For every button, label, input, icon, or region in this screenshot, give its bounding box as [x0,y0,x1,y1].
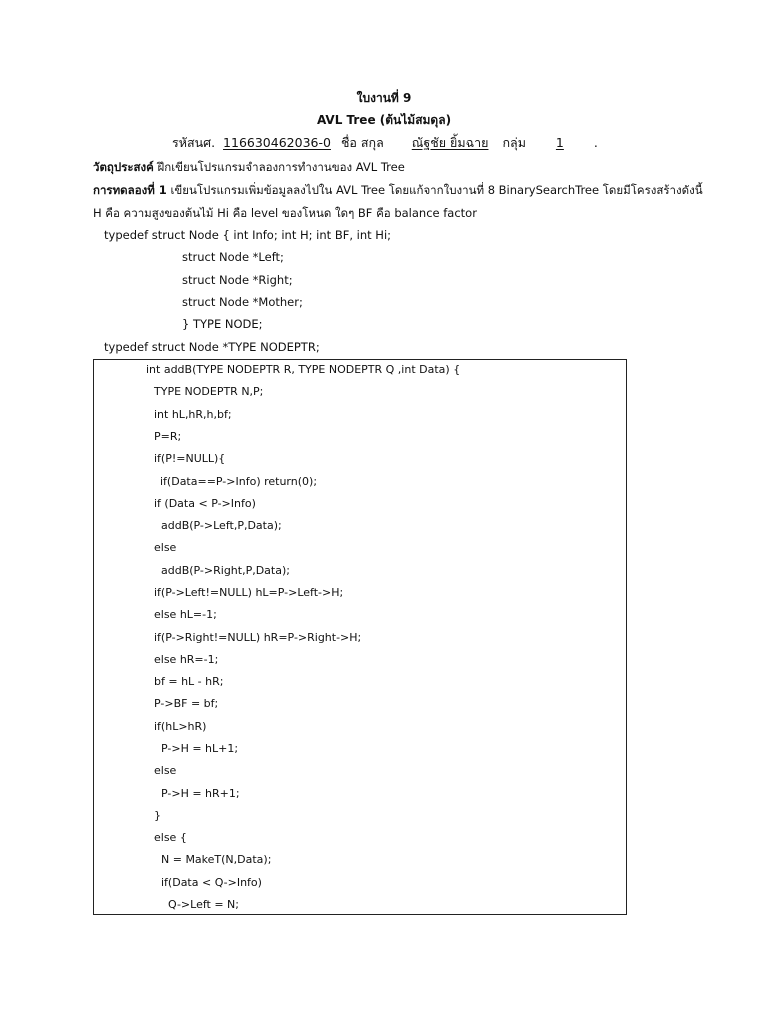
objective-text: ฝึกเขียนโปรแกรมจำลองการทำงานของ AVL Tree [157,160,405,174]
student-info-line [172,136,598,150]
code-line: else hL=-1; [154,608,217,621]
code-box [93,359,627,915]
experiment-text: เขียนโปรแกรมเพิ่มข้อมูลลงไปใน AVL Tree โดยแก้จากใบงานที่ 8 BinarySearchTree โดยมีโครงสร้างดังนี้ [170,183,703,197]
code-line: P=R; [154,430,182,443]
name-value: ณัฐชัย ยิ้มฉาย [411,135,489,150]
struct-line: typedef struct Node *TYPE NODEPTR; [104,340,320,354]
code-line: } [154,809,161,822]
code-line: else [154,541,177,554]
trailing-period: . [593,135,598,150]
code-line: int addB(TYPE NODEPTR R, TYPE NODEPTR Q ,int Data) { [146,363,461,376]
code-line: else [154,764,177,777]
code-line: if(Data < Q->Info) [161,876,262,889]
code-line: if(Data==P->Info) return(0); [160,475,318,488]
objective-label: วัตถุประสงค์ [93,160,154,174]
code-line: if(P!=NULL){ [154,452,226,465]
struct-line: struct Node *Mother; [182,295,303,309]
code-line: bf = hL - hR; [154,675,224,688]
experiment-note: H คือ ความสูงของต้นไม้ Hi คือ level ของโหนด ใดๆ BF คือ balance factor [93,206,477,220]
code-line: else hR=-1; [154,653,219,666]
code-line: Q->Left = N; [168,898,239,911]
sheet-subtitle: AVL Tree (ต้นไม้สมดุล) [316,113,452,127]
name-label: ชื่อ สกุล [340,135,384,150]
code-line: if(P->Right!=NULL) hR=P->Right->H; [154,631,362,644]
objective-line [93,160,405,174]
code-line: N = MakeT(N,Data); [161,853,272,866]
code-line: int hL,hR,h,bf; [154,408,232,421]
code-line: P->H = hR+1; [161,787,240,800]
struct-line: struct Node *Right; [182,273,293,287]
struct-line: typedef struct Node { int Info; int H; int BF, int Hi; [104,228,392,242]
group-value: 1 [555,135,564,150]
code-line: if (Data < P->Info) [154,497,256,510]
code-line: addB(P->Right,P,Data); [161,564,290,577]
struct-line: struct Node *Left; [182,250,284,264]
code-line: if(hL>hR) [154,720,207,733]
experiment-label: การทดลองที่ 1 [93,183,167,197]
sheet-title: ใบงานที่ 9 [356,91,412,105]
struct-line: } TYPE NODE; [182,317,263,331]
experiment-line [93,183,703,197]
student-id-value: 116630462036-0 [223,135,331,150]
code-line: addB(P->Left,P,Data); [161,519,282,532]
code-line: else { [154,831,187,844]
code-line: P->H = hL+1; [161,742,239,755]
group-label: กลุ่ม [502,135,526,150]
student-id-label: รหัสนศ. [172,135,216,150]
code-line: TYPE NODEPTR N,P; [154,385,264,398]
code-line: P->BF = bf; [154,697,219,710]
code-line: if(P->Left!=NULL) hL=P->Left->H; [154,586,344,599]
